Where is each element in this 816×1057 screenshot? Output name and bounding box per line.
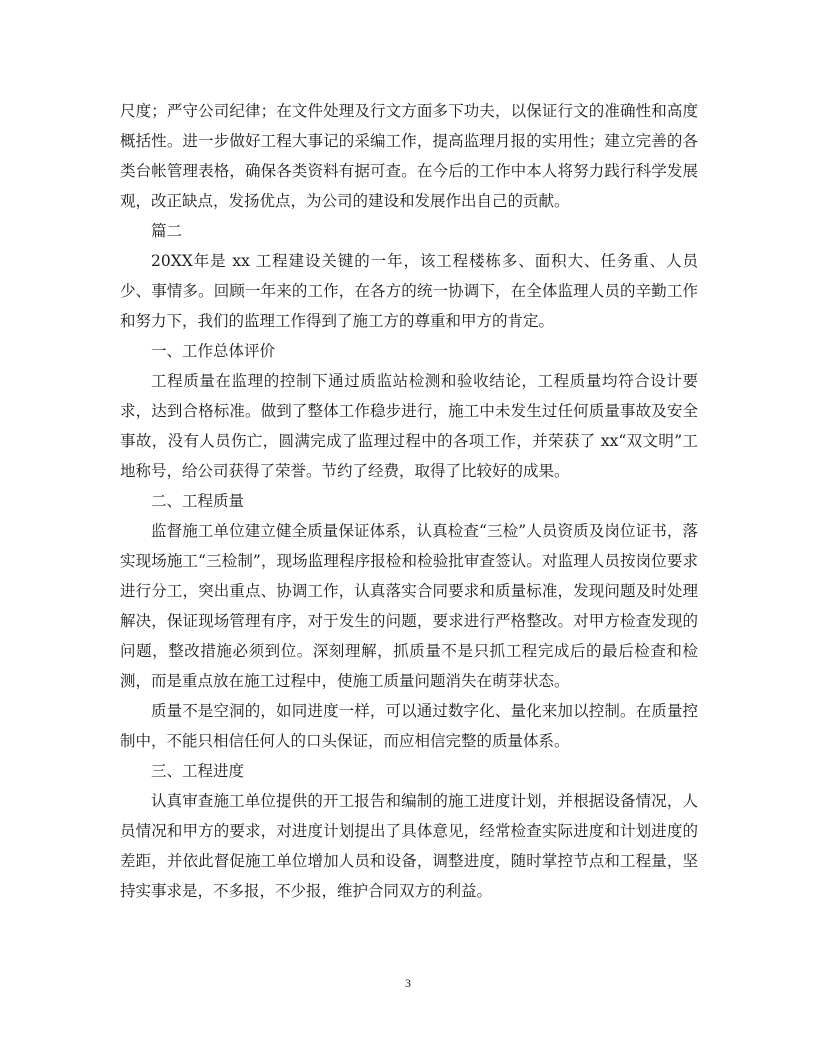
paragraph-quality-control: 质量不是空洞的，如同进度一样，可以通过数字化、量化来加以控制。在质量控制中，不能只相信任何人的口头保证，而应相信完整的质量体系。 [120,702,698,750]
paragraph-progress: 认真审查施工单位提供的开工报告和编制的施工进度计划，并根据设备情况，人员情况和甲方的要求，对进度计划提出了具体意见，经常检查实际进度和计划进度的差距，并依此督促施工单位增加人员和设备，调整进度，随时掌控节点和工程量，坚持实事求是，不多报，不少报，维护合同双方的利益。 [120,792,698,900]
section-heading-overall-evaluation: 一、工作总体评价 [151,342,276,360]
section-heading-pian-er: 篇二 [151,222,183,240]
paragraph-quality: 监督施工单位建立健全质量保证体系，认真检查“三检”人员资质及岗位证书，落实现场施工“三检制”，现场监理程序报检和检验批审查签认。对监理人员按岗位要求进行分工，突出重点、协调工作，认真落实合同要求和质量标准，发现问题及时处理解决，保证现场管理有序，对于发生的问题，要求进行严格整改。对甲方检查发现的问题，整改措施必须到位。深刻理解，抓质量不是只抓工程完成后的最后检查和检测，而是重点放在施工过程中，使施工质量问题消失在萌芽状态。 [120,522,698,690]
section-heading-quality: 二、工程质量 [151,492,245,510]
paragraph-overall-evaluation: 工程质量在监理的控制下通过质监站检测和验收结论，工程质量均符合设计要求，达到合格标准。做到了整体工作稳步进行，施工中未发生过任何质量事故及安全事故，没有人员伤亡，圆满完成了监理过程中的各项工作，并荣获了 xx“双文明”工地称号，给公司获得了荣誉。节约了经费，取得了比较好的成果。 [120,372,698,480]
paragraph-continuation: 尺度；严守公司纪律；在文件处理及行文方面多下功夫，以保证行文的准确性和高度概括性。进一步做好工程大事记的采编工作，提高监理月报的实用性；建立完善的各类台帐管理表格，确保各类资料有据可查。在今后的工作中本人将努力践行科学发展观，改正缺点，发扬优点，为公司的建设和发展作出自己的贡献。 [120,102,698,210]
paragraph-intro: 20XX年是 xx 工程建设关键的一年，该工程楼栋多、面积大、任务重、人员少、事情多。回顾一年来的工作，在各方的统一协调下，在全体监理人员的辛勤工作和努力下，我们的监理工作得到了施工方的尊重和甲方的肯定。 [120,252,698,330]
section-heading-progress: 三、工程进度 [151,762,245,780]
page-number: 3 [405,976,411,990]
document-body [120,96,698,906]
